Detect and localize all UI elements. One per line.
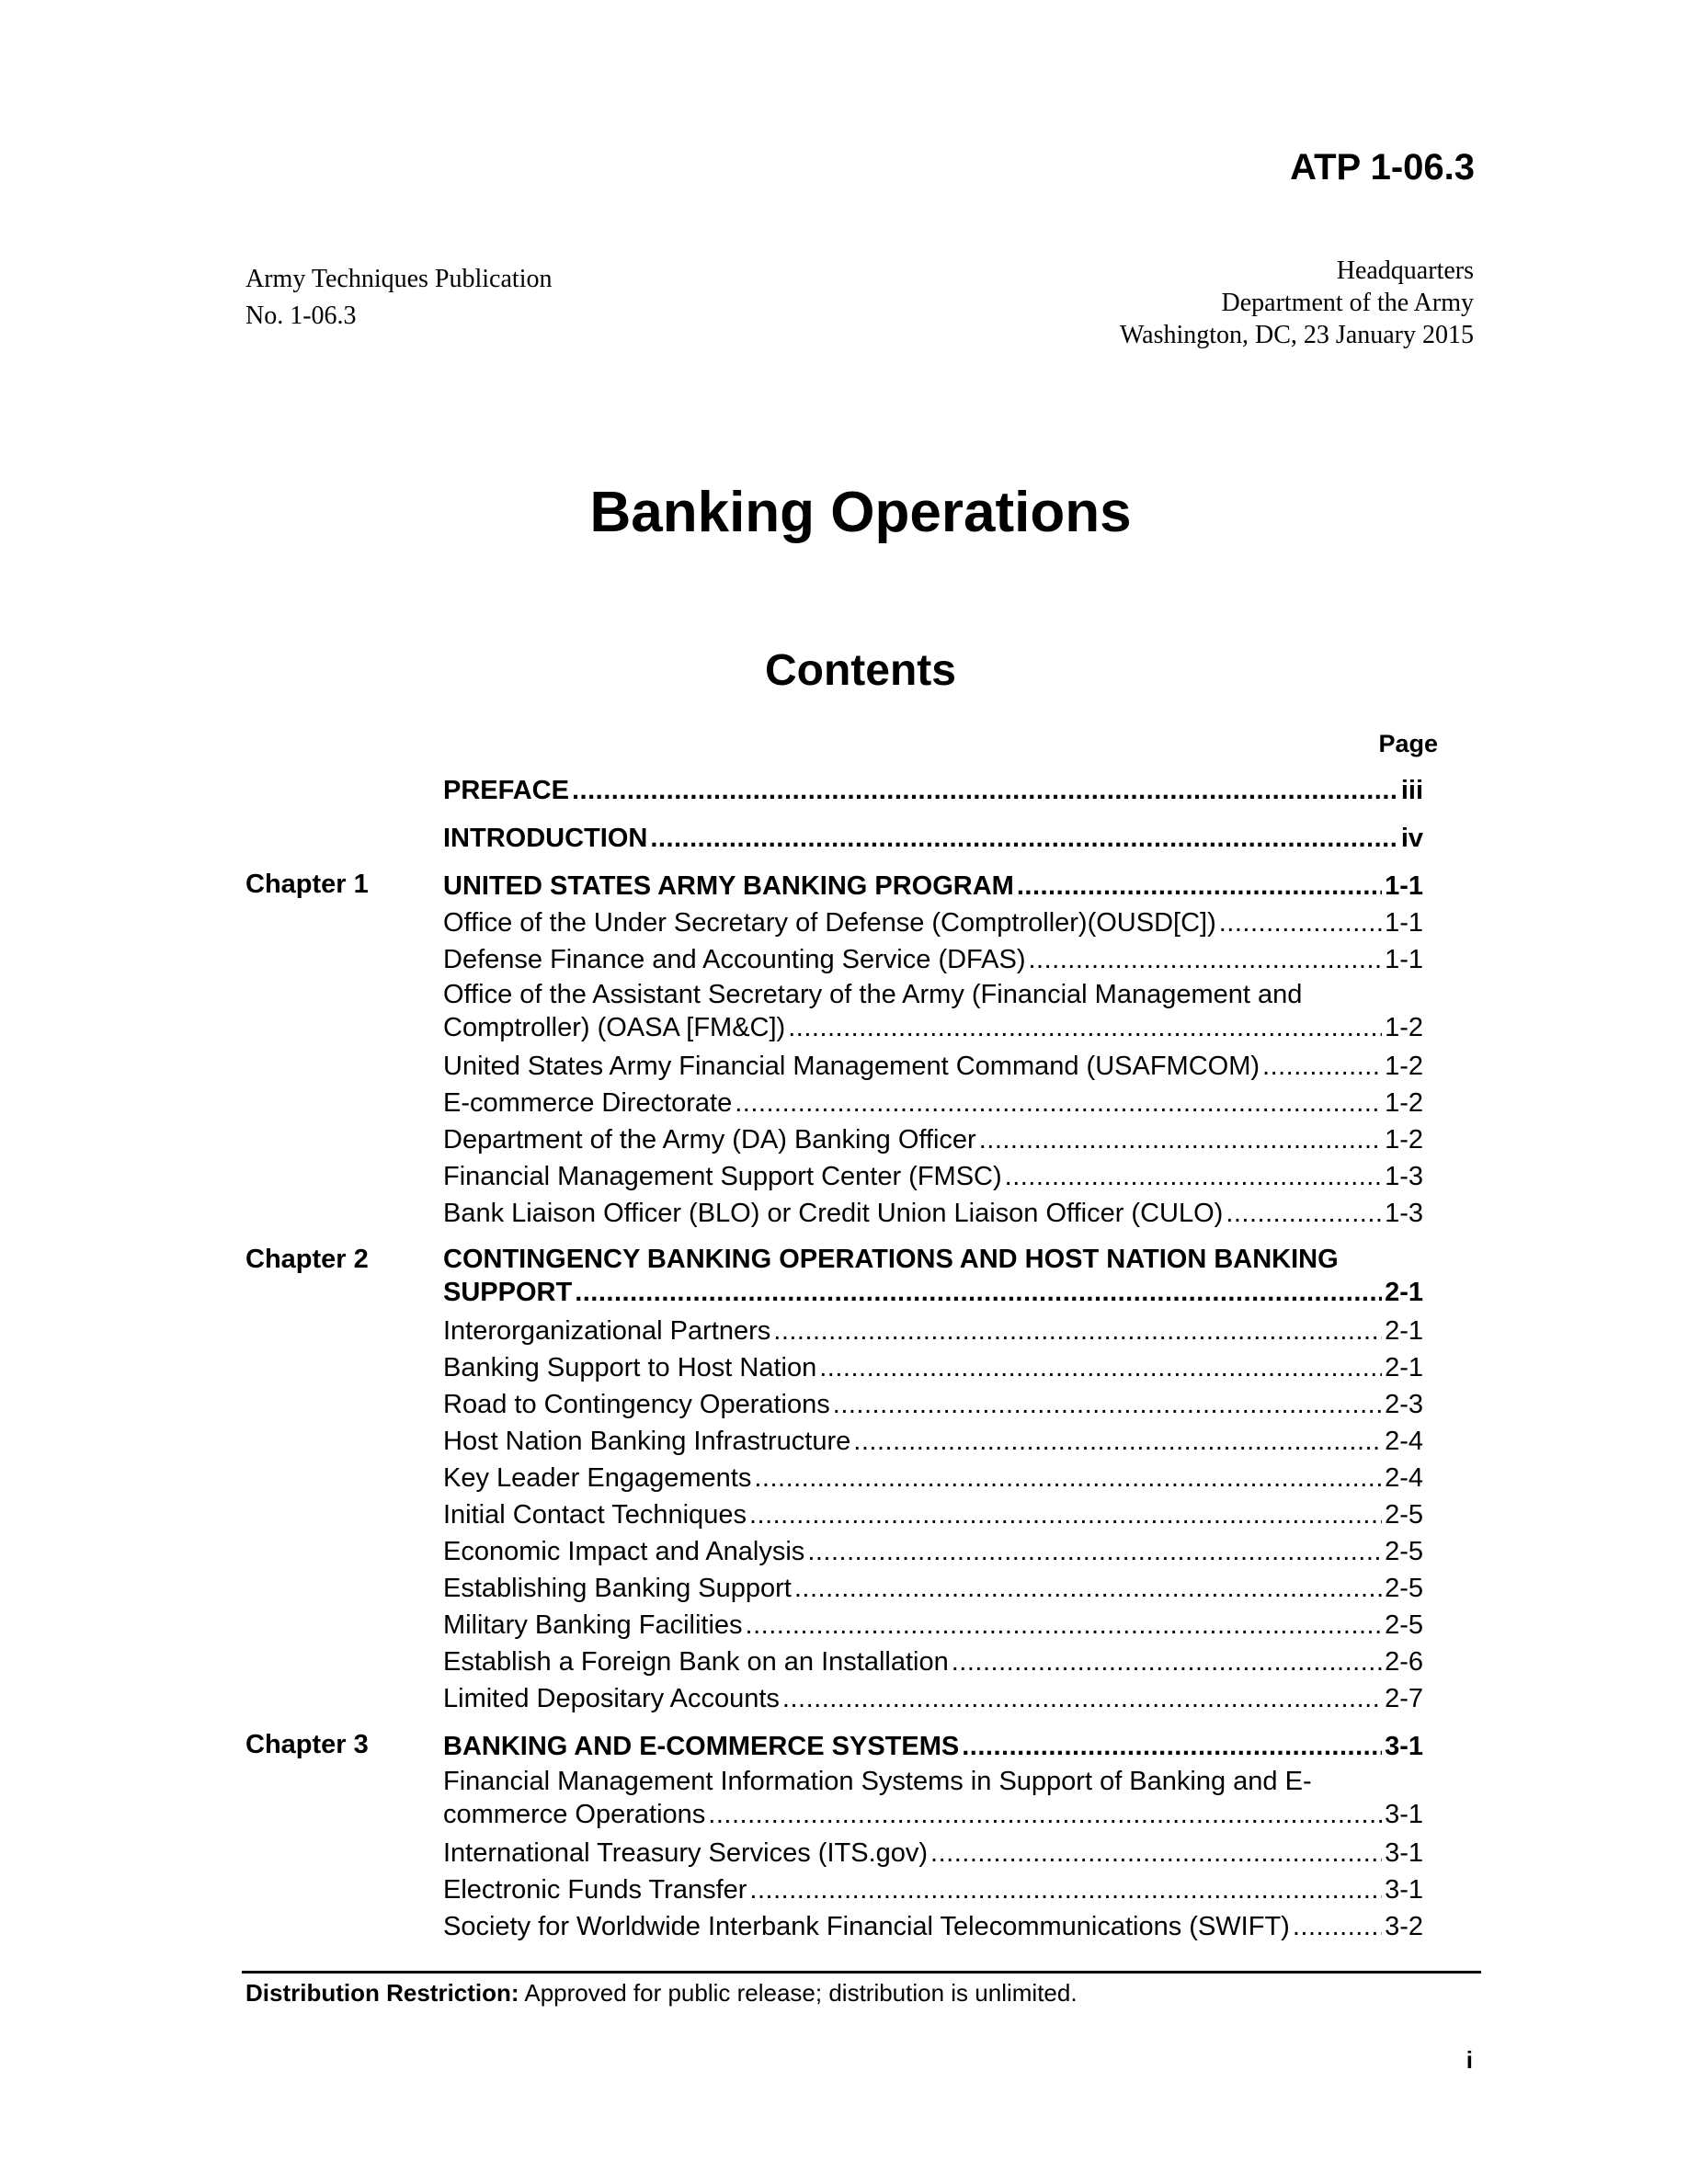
dot-leader [794,1570,1382,1607]
dot-leader [773,1313,1382,1349]
section-label: Establishing Banking Support [443,1574,792,1603]
section-page: 2-5 [1385,1537,1423,1566]
toc-entry-preface[interactable] [0,772,1688,820]
section-label: Society for Worldwide Interbank Financial Telecommunications (SWIFT) [443,1912,1290,1941]
toc-section[interactable] [0,1313,1688,1349]
toc-section[interactable] [0,1765,1688,1835]
dot-leader [952,1644,1382,1680]
section-label: Initial Contact Techniques [443,1500,747,1530]
toc-section[interactable] [0,1048,1688,1085]
toc-entry-page: iii [1400,776,1423,805]
publication-type: Army Techniques Publication [245,265,553,293]
dot-leader [1017,868,1382,904]
section-label: Establish a Foreign Bank on an Installation [443,1647,949,1677]
section-page: 1-2 [1385,1125,1423,1155]
toc-section[interactable] [0,978,1688,1048]
section-page: 3-1 [1385,1875,1423,1905]
chapter-label: Chapter 1 [245,870,369,899]
section-label-line1: Office of the Assistant Secretary of the Army (Financial Management and [443,980,1303,1009]
toc-entry-page: iv [1400,824,1423,853]
section-label: Road to Contingency Operations [443,1390,830,1419]
dot-leader [754,1460,1382,1496]
section-page: 2-1 [1385,1353,1423,1382]
dot-leader [1293,1908,1382,1945]
chapter-page: 3-1 [1385,1732,1423,1761]
dot-leader [807,1533,1382,1570]
toc-section[interactable] [0,1644,1688,1680]
document-id: ATP 1-06.3 [1290,147,1475,188]
section-page: 2-5 [1385,1500,1423,1530]
toc-entry-introduction[interactable] [0,820,1688,868]
dot-leader [782,1680,1382,1717]
section-page: 2-5 [1385,1574,1423,1603]
publication-number: No. 1-06.3 [245,301,357,330]
page-column-label: Page [1378,730,1438,757]
dot-leader [833,1386,1382,1423]
section-page: 1-3 [1385,1162,1423,1191]
toc-chapter-3[interactable] [0,1728,1688,1765]
section-page: 1-2 [1385,1088,1423,1118]
section-label: E-commerce Directorate [443,1088,733,1118]
section-label: Bank Liaison Officer (BLO) or Credit Union Liaison Officer (CULO) [443,1199,1224,1228]
section-page: 3-1 [1385,1838,1423,1868]
distribution-label: Distribution Restriction: [245,1979,519,2007]
toc-section[interactable] [0,1607,1688,1644]
section-page: 1-2 [1385,1052,1423,1081]
chapter-title-line1: CONTINGENCY BANKING OPERATIONS AND HOST NATION BANKING [443,1245,1339,1274]
page-number: i [1466,2046,1473,2074]
toc-section[interactable] [0,1386,1688,1423]
issuer-department: Department of the Army [1221,289,1474,317]
section-label: Financial Management Support Center (FMSC) [443,1162,1002,1191]
dot-leader [735,1085,1382,1121]
section-label: Military Banking Facilities [443,1610,743,1640]
dot-leader [788,1011,1382,1044]
section-page: 3-2 [1385,1912,1423,1941]
section-label: Key Leader Engagements [443,1463,752,1493]
dot-leader [1219,904,1382,941]
section-page: 2-1 [1385,1316,1423,1346]
section-label: Limited Depositary Accounts [443,1684,780,1713]
issuer-location-date: Washington, DC, 23 January 2015 [1119,321,1474,349]
footer-divider [242,1971,1481,1974]
chapter-title: UNITED STATES ARMY BANKING PROGRAM [443,871,1014,901]
section-label: Comptroller) (OASA [FM&C]) [443,1013,786,1042]
dot-leader [979,1121,1382,1158]
dot-leader [1262,1048,1382,1085]
section-label: Economic Impact and Analysis [443,1537,805,1566]
section-page: 2-4 [1385,1427,1423,1456]
dot-leader [572,772,1398,809]
section-page: 1-3 [1385,1199,1423,1228]
section-label: commerce Operations [443,1800,706,1829]
dot-leader [930,1835,1382,1871]
toc-section[interactable] [0,1835,1688,1871]
section-label: Office of the Under Secretary of Defense (Comptroller)(OUSD[C]) [443,908,1216,938]
dot-leader [962,1728,1382,1765]
toc-section[interactable] [0,1533,1688,1570]
dot-leader [749,1496,1382,1533]
section-label-line1: Financial Management Information Systems in Support of Banking and E- [443,1767,1312,1796]
section-label: Defense Finance and Accounting Service (DFAS) [443,945,1026,974]
toc-section[interactable] [0,1423,1688,1460]
toc-section[interactable] [0,1680,1688,1728]
dot-leader [1005,1158,1382,1195]
toc-chapter-1[interactable] [0,868,1688,904]
section-label: Host Nation Banking Infrastructure [443,1427,851,1456]
toc-section[interactable] [0,1121,1688,1158]
dot-leader [853,1423,1382,1460]
toc-section[interactable] [0,941,1688,978]
dot-leader [749,1871,1382,1908]
section-page: 2-4 [1385,1463,1423,1493]
chapter-label: Chapter 2 [245,1245,369,1274]
contents-heading: Contents [765,646,956,695]
publication-info [245,261,552,335]
toc-section[interactable] [0,904,1688,941]
chapter-title: SUPPORT [443,1278,573,1307]
section-label: Electronic Funds Transfer [443,1875,747,1905]
toc-section[interactable] [0,1158,1688,1195]
chapter-page: 1-1 [1385,871,1423,901]
section-label: Banking Support to Host Nation [443,1353,817,1382]
chapter-label: Chapter 3 [245,1730,369,1759]
toc-section[interactable] [0,1085,1688,1121]
dot-leader [575,1276,1382,1309]
section-page: 3-1 [1385,1800,1423,1829]
distribution-restriction [245,1979,1078,2008]
toc-section[interactable] [0,1496,1688,1533]
section-page: 2-3 [1385,1390,1423,1419]
section-page: 1-2 [1385,1013,1423,1042]
section-label: Department of the Army (DA) Banking Officer [443,1125,976,1155]
section-page: 1-1 [1385,908,1423,938]
toc-chapter-2[interactable] [0,1243,1688,1313]
section-label: United States Army Financial Management Command (USAFMCOM) [443,1052,1260,1081]
section-page: 2-7 [1385,1684,1423,1713]
issuer-headquarters: Headquarters [1336,256,1474,285]
page-title: Banking Operations [589,481,1132,544]
toc-entry-label: PREFACE [443,776,569,805]
section-label: International Treasury Services (ITS.gov) [443,1838,929,1868]
toc-section[interactable] [0,1349,1688,1386]
section-page: 2-6 [1385,1647,1423,1677]
dot-leader [1029,941,1383,978]
chapter-title: BANKING AND E-COMMERCE SYSTEMS [443,1732,960,1761]
dot-leader [1226,1195,1382,1232]
chapter-page: 2-1 [1385,1278,1423,1307]
section-label: Interorganizational Partners [443,1316,771,1346]
section-page: 2-5 [1385,1610,1423,1640]
section-page: 1-1 [1385,945,1423,974]
distribution-text: Approved for public release; distribution is unlimited. [524,1979,1078,2007]
toc-section[interactable] [0,1460,1688,1496]
dot-leader [819,1349,1382,1386]
dot-leader [650,820,1397,857]
dot-leader [708,1798,1382,1831]
table-of-contents [0,772,1688,1945]
issuer-info [1120,255,1474,351]
dot-leader [746,1607,1383,1644]
toc-entry-label: INTRODUCTION [443,824,648,853]
toc-section[interactable] [0,1871,1688,1908]
toc-section[interactable] [0,1908,1688,1945]
toc-section[interactable] [0,1570,1688,1607]
toc-section[interactable] [0,1195,1688,1243]
